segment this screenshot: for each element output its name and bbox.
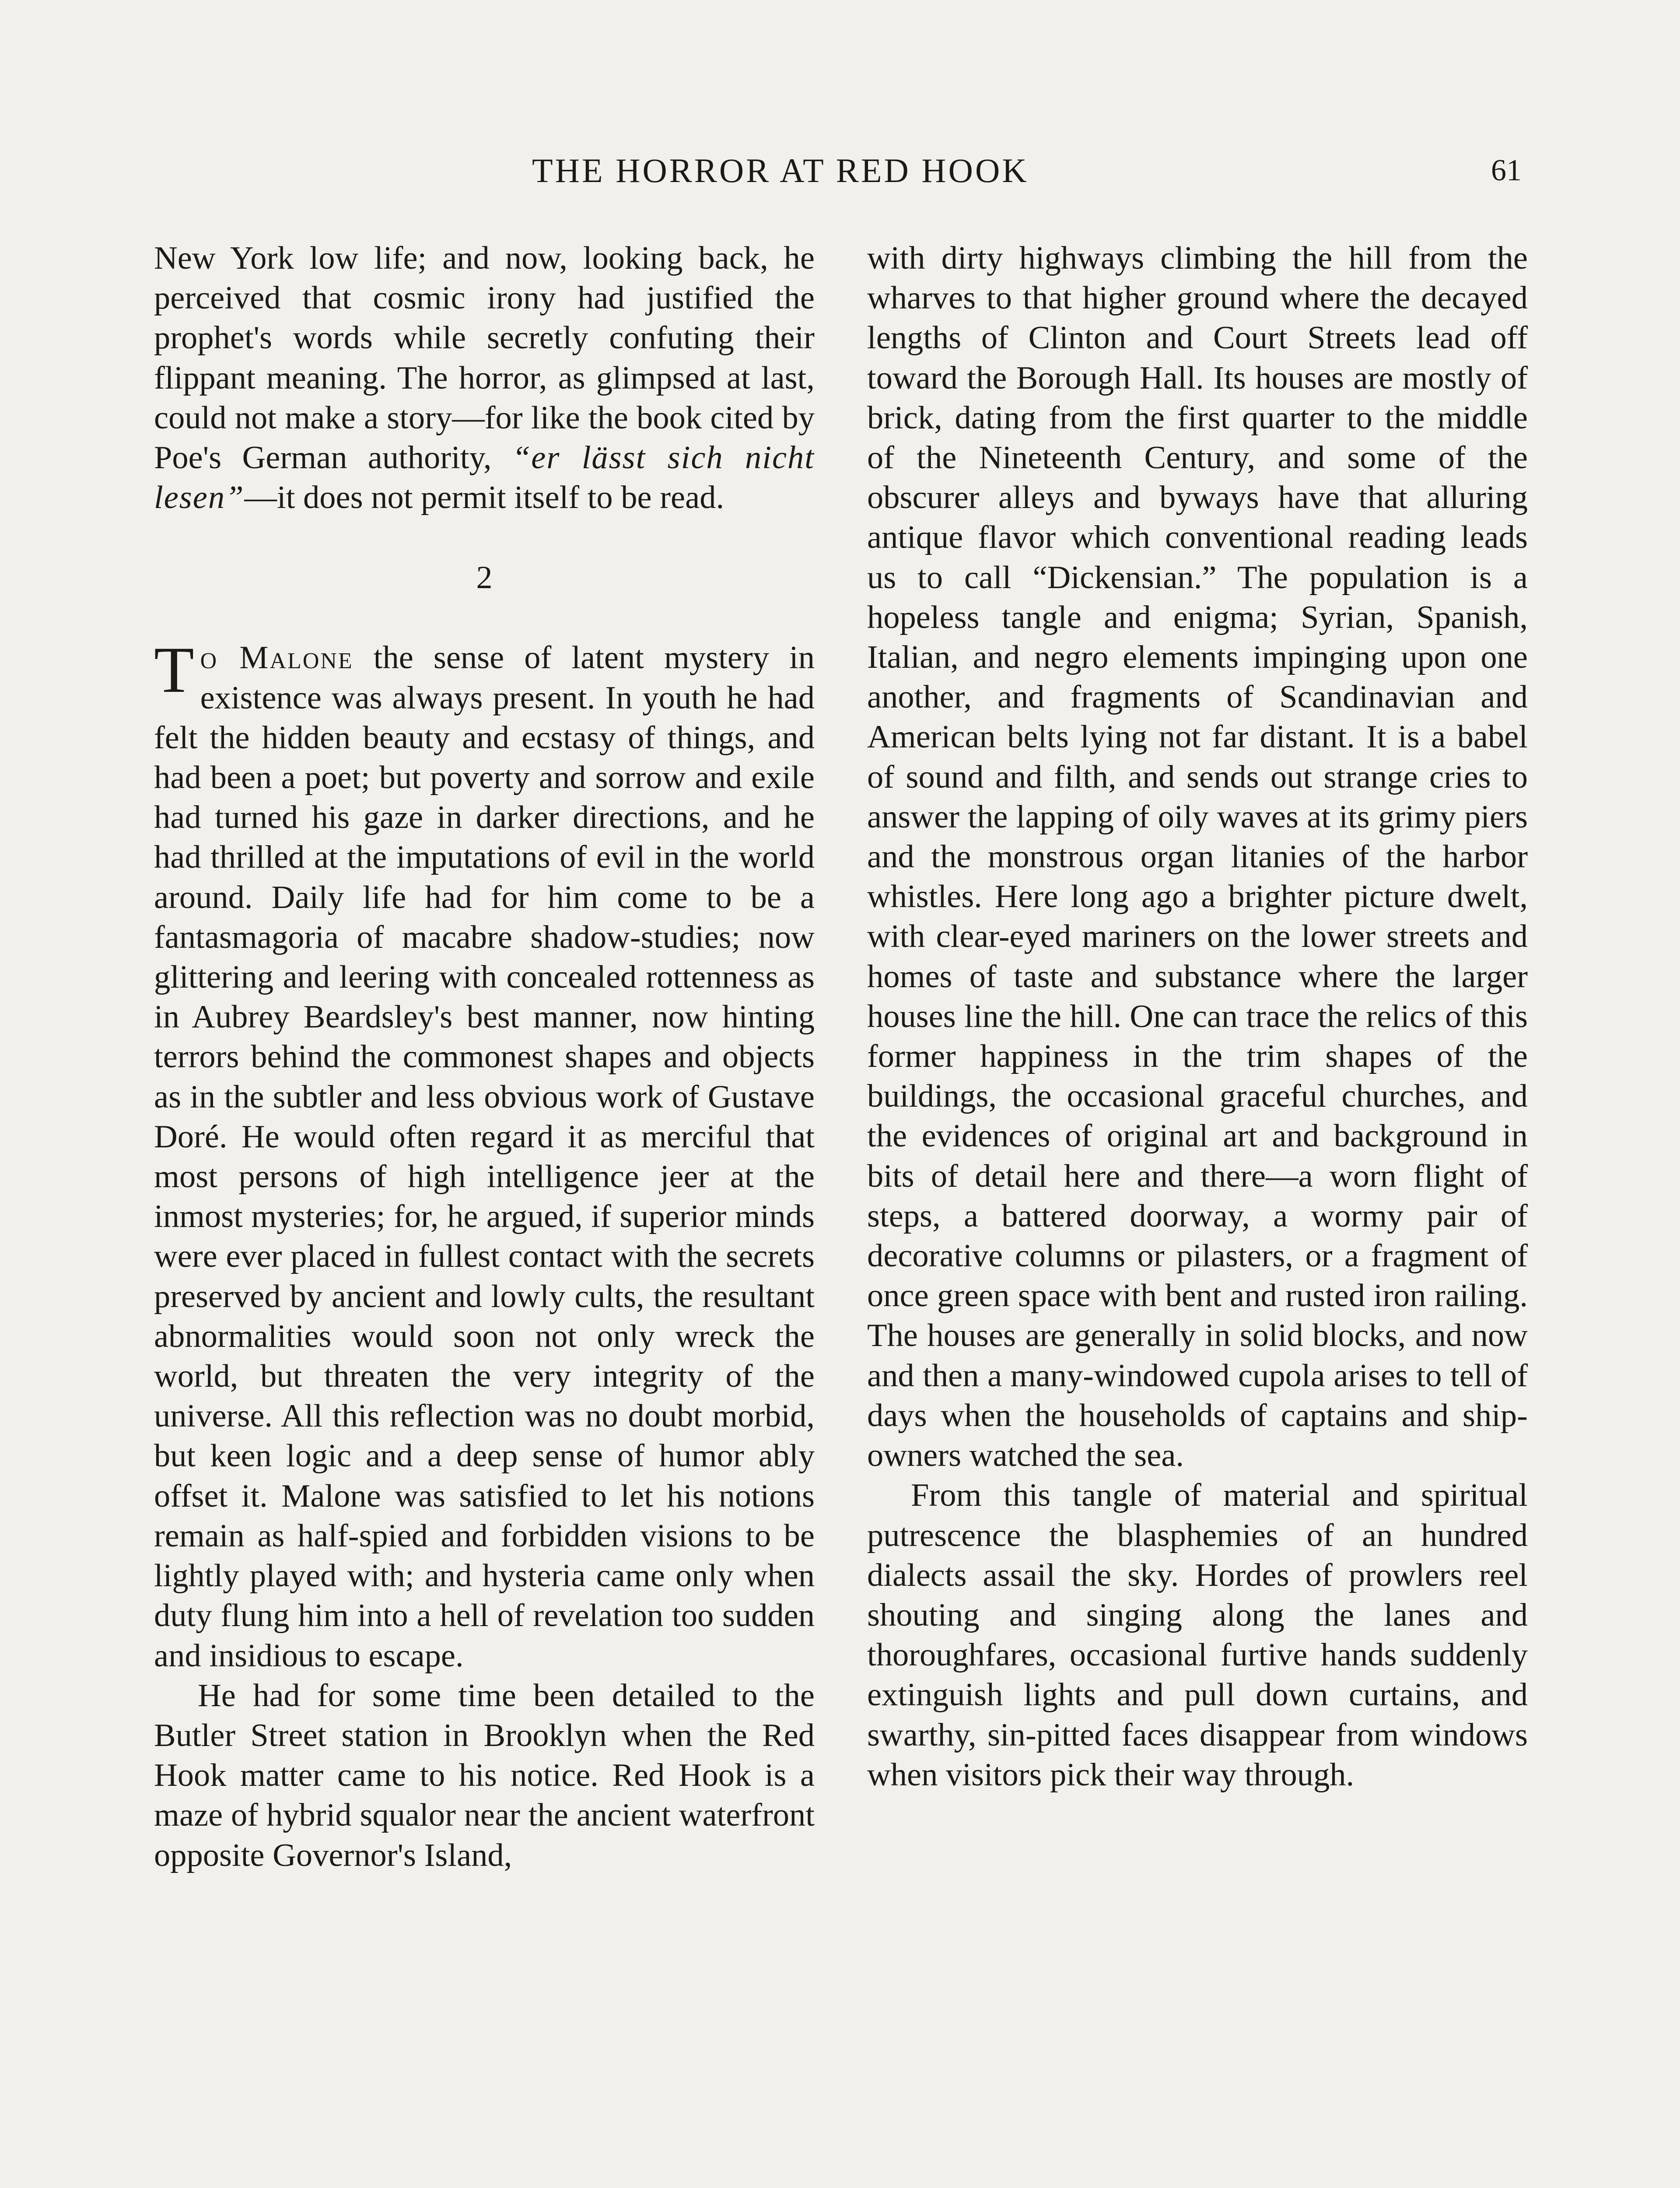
right-column (867, 238, 1528, 1795)
opening-paragraph (154, 238, 815, 518)
section-paragraph-text: the sense of latent mystery in existence was always present. In youth he had felt the hidden beauty and ecstasy of things, and had been a poet; but poverty and sorrow and exile had turned his gaze in darker directions, and he had thrilled at the imputations of evil in the world around. Daily life had for him come to be a fantasmagoria of macabre shadow-studies; now glittering and leering with concealed rottenness as in Aubrey Beardsley's best manner, now hinting terrors behind the commonest shapes and objects as in the subtler and less obvious work of Gustave Doré. He would often regard it as merciful that most persons of high intelligence jeer at the inmost mysteries; for, he argued, if superior minds were ever placed in fullest contact with the secrets preserved by ancient and lowly cults, the resultant abnormalities would soon not only wreck the world, but threaten the very integrity of the universe. All this reflection was no doubt morbid, but keen logic and a deep sense of humor ably offset it. Malone was satisfied to let his notions remain as half-spied and forbidden visions to be lightly played with; and hysteria came only when duty flung him into a hell of revelation too sudden and insidious to escape. (154, 640, 815, 1674)
continued-paragraph: with dirty highways climbing the hill from the wharves to that higher ground where the decayed lengths of Clinton and Court Streets lead off toward the Borough Hall. Its houses are mostly of brick, dating from the first quarter to the middle of the Nineteenth Century, and some of the obscurer alleys and byways have that alluring antique flavor which conventional reading leads us to call “Dickensian.” The population is a hopeless tangle and enigma; Syrian, Spanish, Italian, and negro elements impinging upon one another, and fragments of Scandinavian and American belts lying not far distant. It is a babel of sound and filth, and sends out strange cries to answer the lapping of oily waves at its grimy piers and the monstrous organ litanies of the harbor whistles. Here long ago a brighter picture dwelt, with clear-eyed mariners on the lower streets and homes of taste and substance where the larger houses line the hill. One can trace the relics of this former happiness in the trim shapes of the buildings, the occasional graceful churches, and the evidences of original art and background in bits of detail here and there—a worn flight of steps, a battered doorway, a wormy pair of decorative columns or pilasters, or a fragment of once green space with bent and rusted iron railing. The houses are generally in solid blocks, and now and then a many-windowed cupola arises to tell of days when the households of captains and ship-owners watched the sea. (867, 240, 1528, 1474)
page-number: 61 (1491, 154, 1522, 187)
drop-cap: T (154, 634, 194, 707)
german-quote: “er lässt sich nicht lesen” (154, 440, 815, 516)
opening-paragraph-end: —it does not permit itself to be read. (244, 480, 724, 516)
running-head (0, 149, 1680, 197)
section-lead-smallcaps: o Malone (200, 640, 354, 676)
opening-paragraph-text: New York low life; and now, looking back, he perceived that cosmic irony had justified the prophet's words while secretly confuting their flippant meaning. The horror, as glimpsed at last, could not make a story—for like the book cited by Poe's German authority, (154, 240, 815, 476)
running-title: THE HORROR AT RED HOOK (532, 151, 1029, 189)
section-paragraph (154, 634, 815, 1676)
left-column (154, 238, 815, 1876)
section-number: 2 (476, 560, 493, 596)
closing-paragraph: He had for some time been detailed to the Butler Street station in Brooklyn when the Red Hook matter came to his notice. Red Hook is a maze of hybrid squalor near the ancient waterfront opposite Governor's Island, (154, 1677, 815, 1873)
final-paragraph: From this tangle of material and spiritual putrescence the blasphemies of an hundred dialects assail the sky. Hordes of prowlers reel shouting and singing along the lanes and thoroughfares, occasional furtive hands suddenly extinguish lights and pull down curtains, and swarthy, sin-pitted faces disappear from windows when visitors pick their way through. (867, 1477, 1528, 1793)
